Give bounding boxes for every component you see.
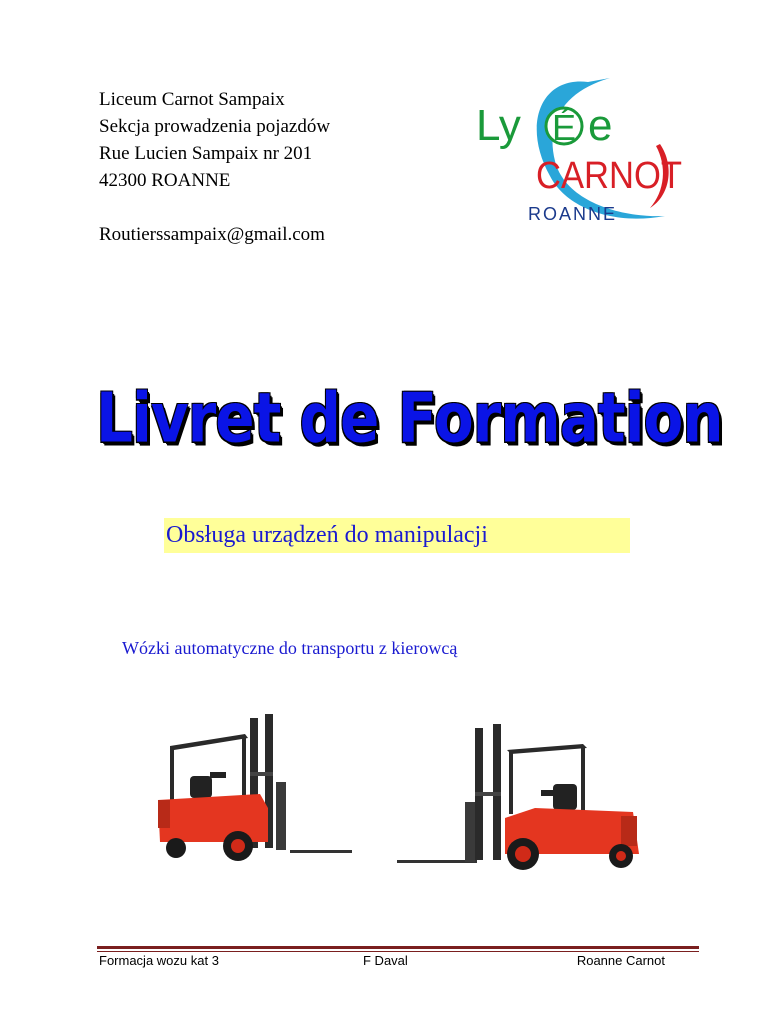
footer-author: F Daval xyxy=(363,953,408,968)
address-school-name: Liceum Carnot Sampaix xyxy=(99,89,285,110)
footer-divider-thin xyxy=(97,951,699,952)
logo-e: É xyxy=(552,107,577,148)
school-address xyxy=(99,86,330,248)
page-footer xyxy=(99,953,665,973)
address-city: 42300 ROANNE xyxy=(99,170,231,191)
footer-right: Roanne Carnot xyxy=(576,953,665,968)
address-street: Rue Lucien Sampaix nr 201 xyxy=(99,143,313,164)
contact-email[interactable]: Routierssampaix@gmail.com xyxy=(99,224,325,245)
logo-ee: e xyxy=(588,101,613,150)
footer-divider xyxy=(97,946,699,949)
address-section: Sekcja prowadzenia pojazdów xyxy=(99,116,331,137)
subtitle: Obsługa urządzeń do manipulacji xyxy=(166,522,488,548)
forklift-icon xyxy=(395,722,645,874)
subheading: Wózki automatyczne do transportu z kierowcą xyxy=(122,638,458,658)
logo-ly: Ly xyxy=(476,101,521,150)
logo-carnot: CARNOT xyxy=(536,155,682,197)
forklift-icon xyxy=(150,712,360,872)
footer-left: Formacja wozu kat 3 xyxy=(99,953,219,968)
lycee-carnot-logo xyxy=(470,66,700,236)
logo-roanne: ROANNE xyxy=(528,204,618,224)
subtitle-highlight xyxy=(164,518,630,553)
page-title: Livret de Formation xyxy=(96,378,723,459)
